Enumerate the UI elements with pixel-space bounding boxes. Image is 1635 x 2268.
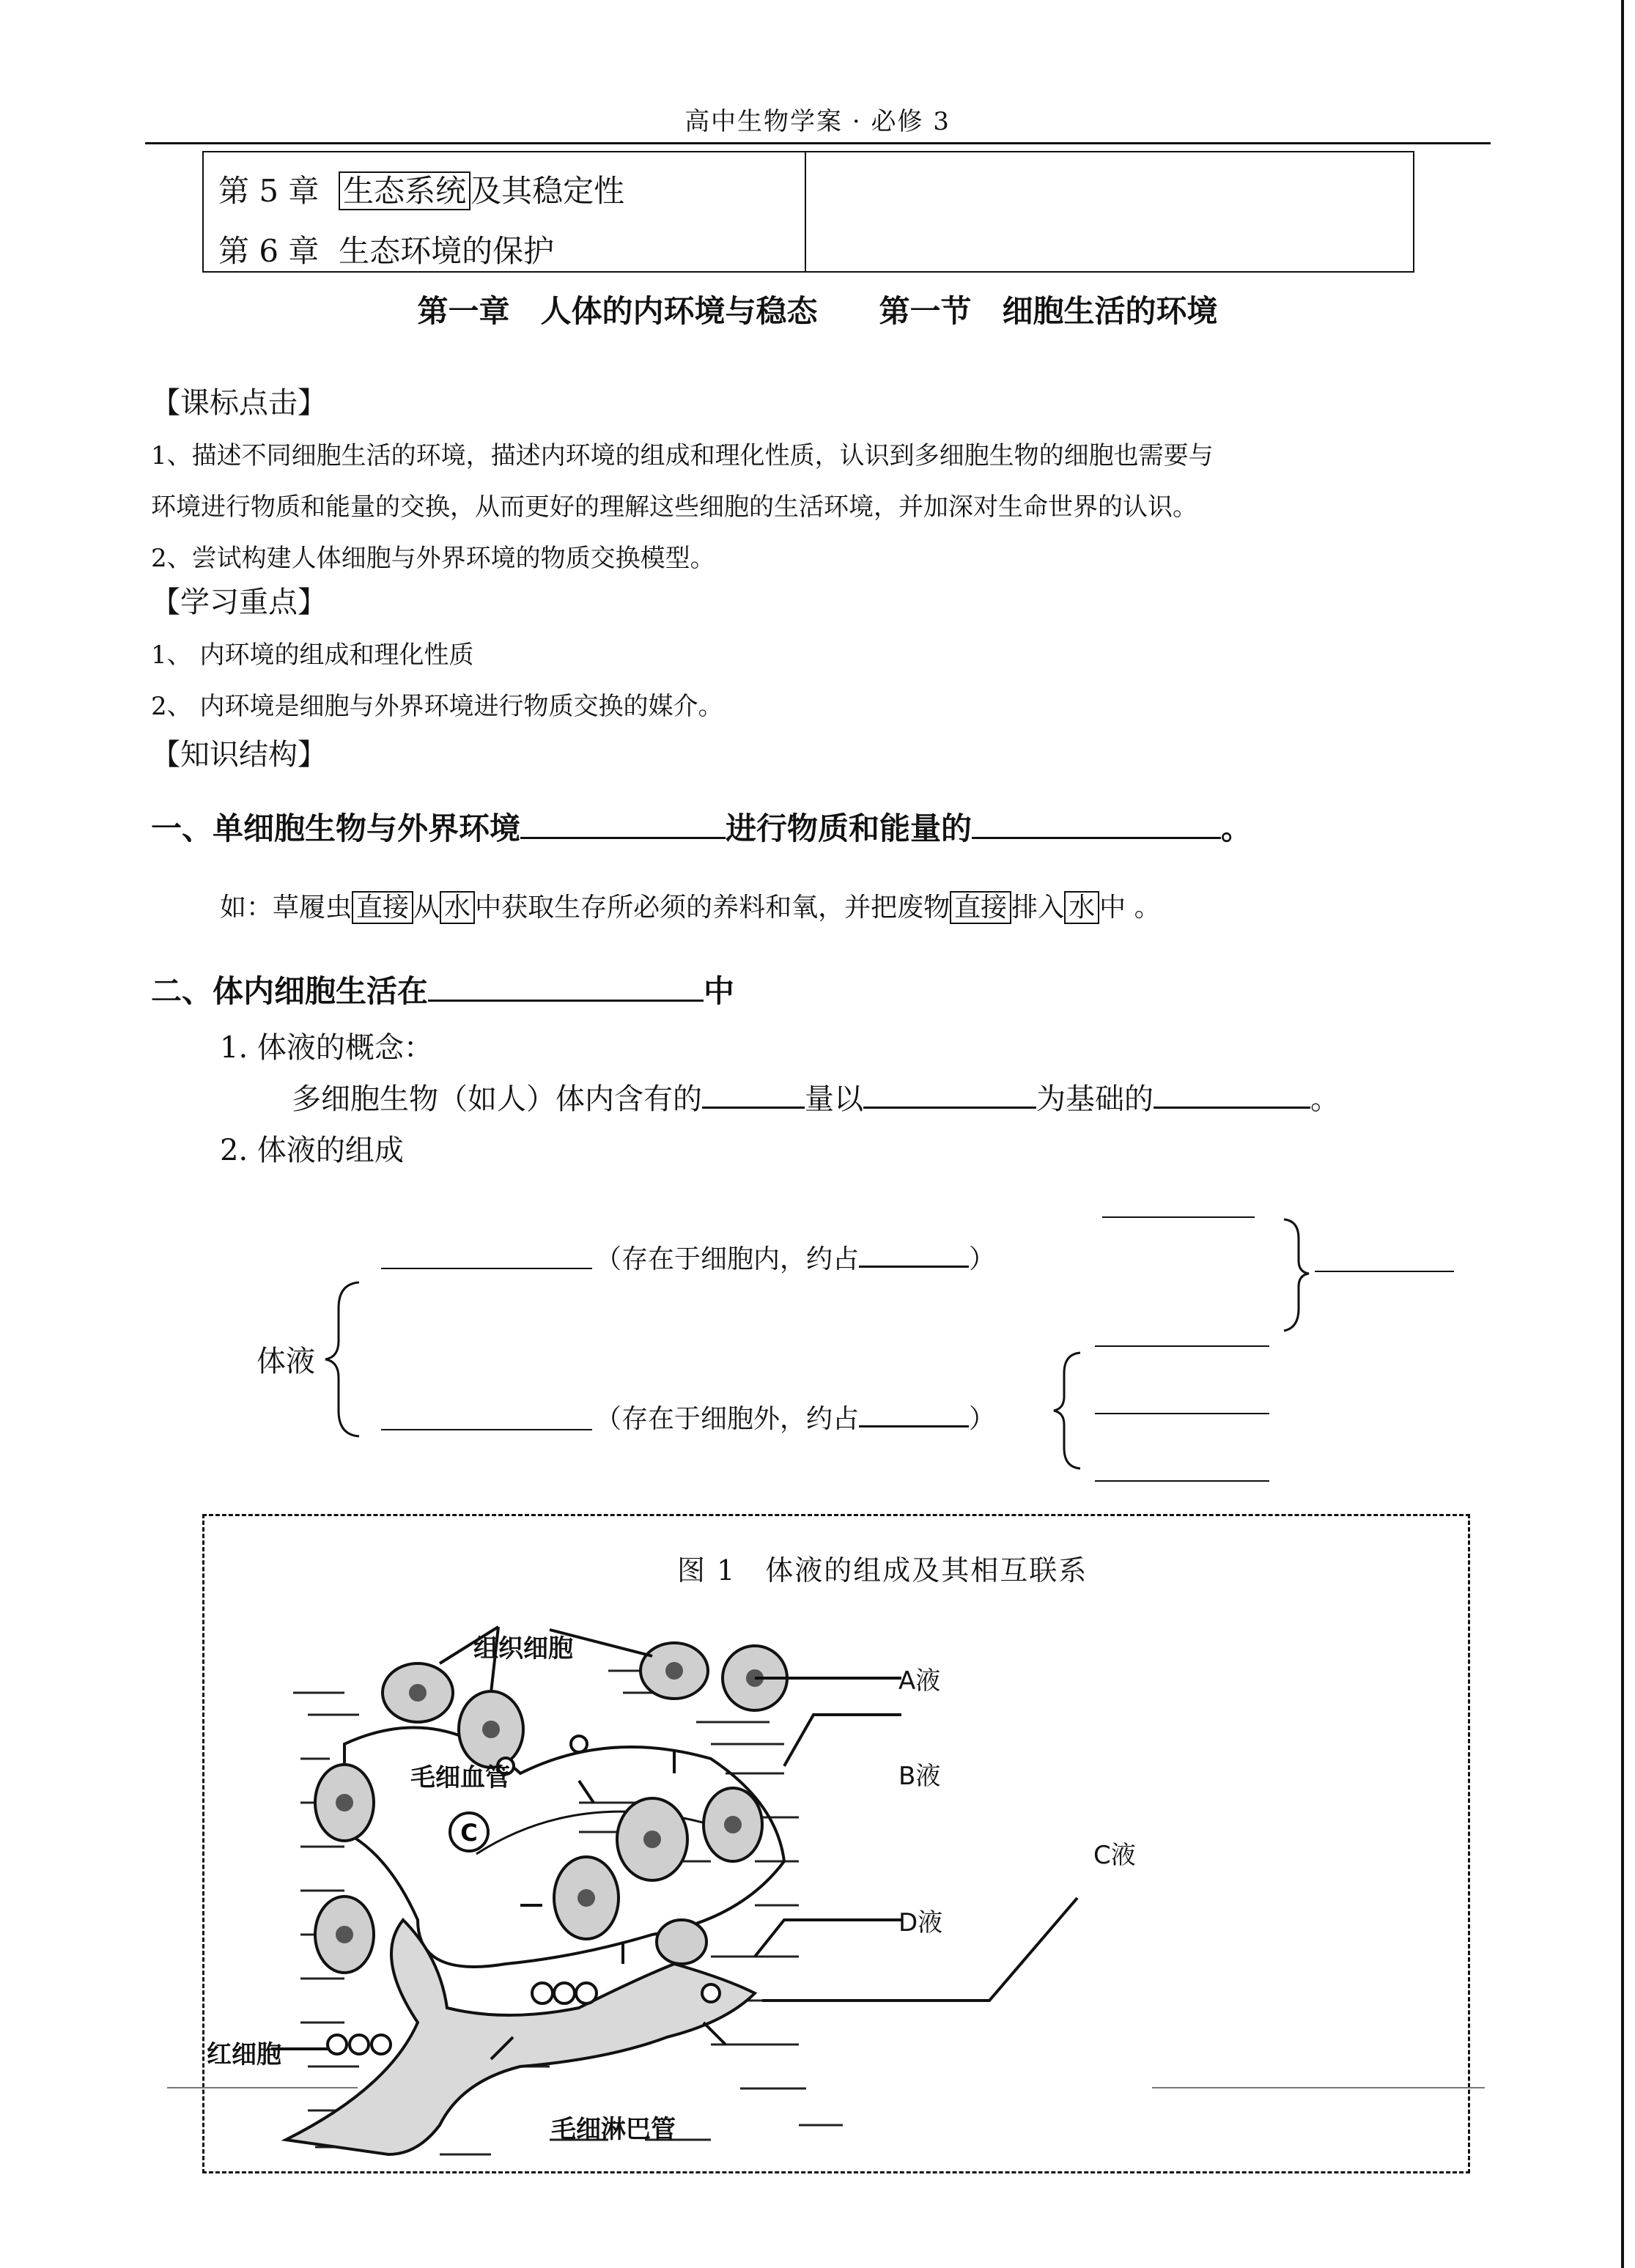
tissue-cells	[315, 1643, 787, 1973]
body-fluid-illustration	[198, 1612, 1195, 2169]
label-d-fluid: D液	[898, 1908, 943, 1938]
intracellular-ratio-blank[interactable]	[859, 1242, 969, 1268]
label-lymph-capillary: 毛细淋巴管	[551, 2115, 676, 2144]
toc-row-6-rest: 生态环境的保护	[339, 233, 555, 269]
toc-row-6-number: 第 6 章	[218, 233, 320, 269]
figure-caption: 图 1 体液的组成及其相互联系	[677, 1554, 1088, 1587]
component-blank-2[interactable]	[1095, 1345, 1269, 1347]
focus-heading: 【学习重点】	[151, 586, 327, 619]
example-boxed-direct-1: 直接	[352, 891, 413, 924]
extracellular-desc-b: ）	[969, 1404, 996, 1434]
focus-item-1: 1、 内环境的组成和理化性质	[151, 640, 474, 670]
definition-text-b: 量以	[805, 1082, 863, 1116]
extracellular-desc	[595, 1398, 995, 1436]
intracellular-desc-a: （存在于细胞内，约占	[595, 1244, 860, 1274]
example-text-3: 排入	[1011, 893, 1065, 923]
label-blood-capillary: 毛细血管	[410, 1763, 510, 1792]
toc-row-5-number: 第 5 章	[218, 173, 320, 209]
label-a-fluid: A液	[898, 1666, 941, 1696]
intracellular-desc-b: ）	[969, 1244, 996, 1274]
extracellular-desc-a: （存在于细胞外，约占	[595, 1404, 860, 1434]
extracellular-ratio-blank[interactable]	[859, 1402, 969, 1427]
part1-text-a: 一、单细胞生物与外界环境	[151, 810, 521, 846]
c-marker-text: C	[460, 1819, 478, 1847]
example-text-2: 中获取生存所必须的养料和氧，并把废物	[475, 893, 951, 923]
intracellular-desc	[595, 1238, 995, 1276]
page-header-title: 高中生物学案 · 必修 3	[684, 107, 951, 136]
label-b-fluid: B液	[898, 1762, 941, 1791]
label-c-fluid: C液	[1093, 1841, 1136, 1870]
toc-row-5-rest: 及其稳定性	[470, 173, 625, 209]
component-blank-top[interactable]	[1102, 1216, 1255, 1218]
example-boxed-direct-2: 直接	[950, 891, 1011, 924]
example-boxed-water-2: 水	[1064, 891, 1099, 924]
example-prefix: 如：草履虫	[220, 893, 353, 923]
chapter-title: 第一章 人体的内环境与稳态 第一节 细胞生活的环境	[417, 293, 1218, 329]
toc-row-5-boxed-term: 生态系统	[339, 171, 470, 210]
part2-item-1: 1. 体液的概念：	[220, 1031, 433, 1065]
standards-line-2: 环境进行物质和能量的交换，从而更好的理解这些细胞的生活环境，并加深对生命世界的认识。	[151, 492, 1197, 522]
structure-heading: 【知识结构】	[151, 738, 327, 772]
part1-text-b: 进行物质和能量的	[726, 810, 972, 846]
extracellular-blank[interactable]	[381, 1429, 592, 1430]
component-blank-4[interactable]	[1095, 1480, 1269, 1482]
definition-text-a: 多细胞生物（如人）体内含有的	[292, 1082, 702, 1116]
label-red-blood-cell: 红细胞	[207, 2040, 281, 2069]
component-blank-group[interactable]	[1315, 1271, 1454, 1272]
definition-text-c: 为基础的	[1036, 1082, 1154, 1116]
component-blank-3[interactable]	[1095, 1413, 1269, 1414]
footer-rule-right	[1152, 2087, 1485, 2088]
composition-root-label: 体液	[256, 1345, 315, 1378]
intracellular-blank[interactable]	[381, 1268, 592, 1269]
footer-rule-left	[167, 2087, 358, 2088]
part1-text-c: 。	[1221, 810, 1252, 846]
label-tissue-cell: 组织细胞	[473, 1634, 573, 1663]
example-boxed-water-1: 水	[440, 891, 475, 924]
definition-text-d: 。	[1310, 1082, 1340, 1116]
part2-text-a: 二、体内细胞生活在	[151, 973, 429, 1009]
example-text-4: 中 。	[1099, 893, 1161, 923]
standards-line-1: 1、描述不同细胞生活的环境，描述内环境的组成和理化性质，认识到多细胞生物的细胞也需要与	[151, 441, 1214, 470]
example-text-1: 从	[413, 893, 440, 923]
part2-text-b: 中	[704, 973, 735, 1009]
focus-item-2: 2、 内环境是细胞与外界环境进行物质交换的媒介。	[151, 692, 723, 721]
part2-item-2: 2. 体液的组成	[220, 1134, 404, 1167]
standards-line-3: 2、尝试构建人体细胞与外界环境的物质交换模型。	[151, 544, 715, 573]
standards-heading: 【课标点击】	[151, 386, 327, 420]
